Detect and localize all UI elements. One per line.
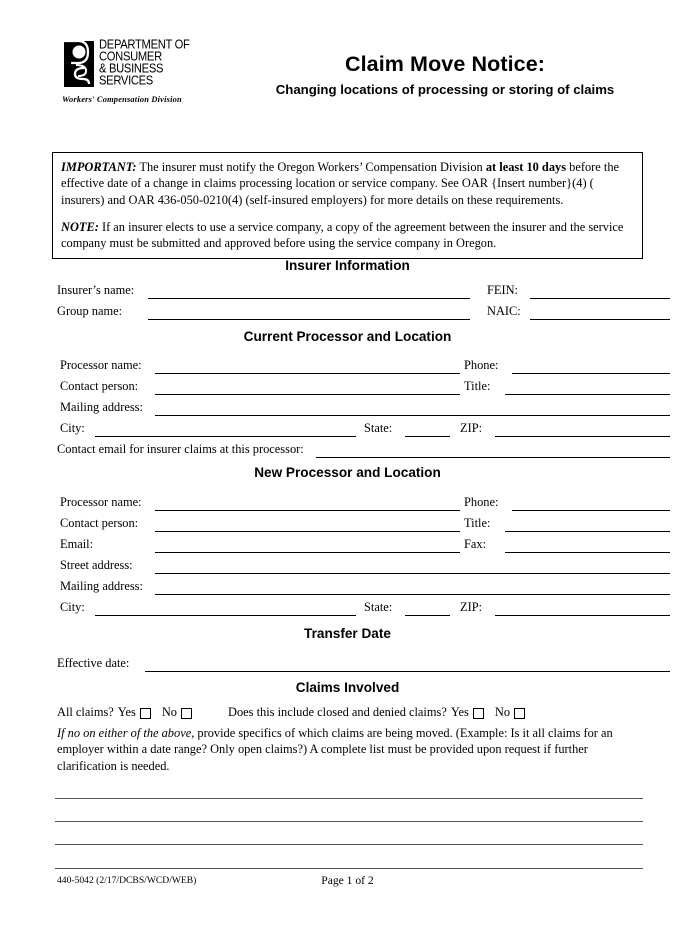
input-new-email[interactable] <box>155 552 460 553</box>
notice-box <box>52 152 643 259</box>
input-new-contact-person[interactable] <box>155 531 460 532</box>
section-heading-transfer-date: Transfer Date <box>304 626 391 641</box>
label-group-name: Group name: <box>57 304 123 318</box>
footer-page-indicator: Page 1 of 2 <box>321 874 374 887</box>
label-new-mailing-address: Mailing address: <box>60 579 143 593</box>
important-label: IMPORTANT: <box>61 160 137 174</box>
label-new-city: City: <box>60 600 85 614</box>
input-current-phone[interactable] <box>512 373 670 374</box>
input-new-city[interactable] <box>95 615 356 616</box>
checkbox-all-claims-no[interactable] <box>181 708 192 719</box>
input-fein[interactable] <box>530 298 670 299</box>
row-current-mailing-address <box>0 398 695 417</box>
important-paragraph <box>61 159 634 208</box>
input-new-title[interactable] <box>505 531 670 532</box>
label-new-email: Email: <box>60 537 94 551</box>
page-header <box>0 30 695 112</box>
section-heading-current-processor: Current Processor and Location <box>243 329 452 344</box>
section-heading-claims-involved: Claims Involved <box>295 680 400 695</box>
write-in-line-3[interactable] <box>55 844 643 845</box>
checkbox-closed-denied-no[interactable] <box>514 708 525 719</box>
label-fein: FEIN: <box>487 283 518 297</box>
label-insurer-name: Insurer’s name: <box>57 283 135 297</box>
write-in-line-2[interactable] <box>55 821 643 822</box>
write-in-line-1[interactable] <box>55 798 643 799</box>
note-text: If an insurer elects to use a service company, a copy of the agreement between the insurer and the service company must be submitted and approved before using the service company in Oregon. <box>61 219 624 250</box>
logo-subtitle: Workers' Compensation Division <box>62 95 182 104</box>
input-new-processor-name[interactable] <box>155 510 460 511</box>
question-closed-denied-claims <box>228 705 525 720</box>
label-all-claims-no: No <box>161 705 177 719</box>
row-insurer-name <box>0 281 695 300</box>
input-current-state[interactable] <box>405 436 450 437</box>
dcbs-monogram-icon <box>62 38 96 90</box>
input-insurer-name[interactable] <box>148 298 470 299</box>
row-new-street-address <box>0 556 695 575</box>
note-label: NOTE: <box>61 219 99 234</box>
claims-instruction-paragraph <box>57 725 643 774</box>
row-current-city-state-zip <box>0 419 695 438</box>
input-current-mailing-address[interactable] <box>155 415 670 416</box>
label-current-processor-name: Processor name: <box>60 358 142 372</box>
label-closed-denied-claims: Does this include closed and denied claims? <box>228 705 447 719</box>
form-page <box>0 30 695 930</box>
page-title: Claim Move Notice: <box>344 52 546 76</box>
label-new-contact-person: Contact person: <box>60 516 139 530</box>
input-current-zip[interactable] <box>495 436 670 437</box>
important-text-1: The insurer must notify the Oregon Workers’ Compensation Division <box>136 160 486 174</box>
footer-form-number: 440-5042 (2/17/DCBS/WCD/WEB) <box>57 875 197 886</box>
label-closed-denied-yes: Yes <box>450 705 469 719</box>
note-paragraph <box>61 219 634 252</box>
label-current-city: City: <box>60 421 85 435</box>
claims-instruction-rest: , provide specifics of which claims are being moved. (Example: Is it all claims for an employer within a date range? Only open claims?) A complete list must be provided upon request if further clarification is needed. <box>57 726 613 773</box>
row-new-city-state-zip <box>0 598 695 617</box>
label-effective-date: Effective date: <box>57 656 130 670</box>
input-new-mailing-address[interactable] <box>155 594 670 595</box>
logo-line-3: & BUSINESS <box>99 61 164 76</box>
label-current-phone: Phone: <box>464 358 499 372</box>
input-new-zip[interactable] <box>495 615 670 616</box>
label-current-zip: ZIP: <box>460 421 483 435</box>
label-new-title: Title: <box>464 516 491 530</box>
claims-involved-checkbox-row <box>0 702 695 720</box>
label-new-phone: Phone: <box>464 495 499 509</box>
title-block <box>215 52 675 97</box>
claims-instruction-italic: If no on either of the above <box>57 726 192 740</box>
input-current-city[interactable] <box>95 436 356 437</box>
input-new-state[interactable] <box>405 615 450 616</box>
row-group-name <box>0 302 695 321</box>
label-current-contact-email: Contact email for insurer claims at this processor: <box>57 442 304 456</box>
label-current-contact-person: Contact person: <box>60 379 139 393</box>
important-bold-phrase: at least 10 days <box>485 160 567 174</box>
checkbox-closed-denied-yes[interactable] <box>473 708 484 719</box>
label-new-processor-name: Processor name: <box>60 495 142 509</box>
label-all-claims: All claims? <box>57 705 114 719</box>
label-new-state: State: <box>364 600 393 614</box>
label-current-mailing-address: Mailing address: <box>60 400 143 414</box>
section-heading-new-processor: New Processor and Location <box>254 465 441 480</box>
row-current-contact-person <box>0 377 695 396</box>
label-closed-denied-no: No <box>494 705 511 719</box>
checkbox-all-claims-yes[interactable] <box>140 708 151 719</box>
row-effective-date <box>0 654 695 673</box>
input-current-contact-person[interactable] <box>155 394 460 395</box>
logo-line-2: CONSUMER <box>99 49 162 64</box>
section-heading-insurer-information: Insurer Information <box>285 258 410 273</box>
row-current-processor-name <box>0 356 695 375</box>
row-current-contact-email <box>0 440 695 459</box>
input-naic[interactable] <box>530 319 670 320</box>
input-new-phone[interactable] <box>512 510 670 511</box>
input-new-fax[interactable] <box>505 552 670 553</box>
row-new-contact-person <box>0 514 695 533</box>
footer-divider <box>55 868 643 869</box>
row-new-mailing-address <box>0 577 695 596</box>
input-group-name[interactable] <box>148 319 470 320</box>
label-new-street-address: Street address: <box>60 558 133 572</box>
important-text-2: before the effective date of a change in claims processing location or service company. See OAR {Insert number}(4) ( insurers) and OAR 436-050-0210(4) (self-insured employers) for more details on these requirements. <box>61 160 620 207</box>
label-new-zip: ZIP: <box>460 600 483 614</box>
page-subtitle: Changing locations of processing or storing of claims <box>275 81 615 97</box>
label-current-title: Title: <box>464 379 491 393</box>
row-new-processor-name <box>0 493 695 512</box>
label-current-state: State: <box>364 421 393 435</box>
logo-line-4: SERVICES <box>99 73 153 88</box>
input-effective-date[interactable] <box>145 671 670 672</box>
label-naic: NAIC: <box>487 304 521 318</box>
input-new-street-address[interactable] <box>155 573 670 574</box>
question-all-claims <box>57 705 192 720</box>
label-new-fax: Fax: <box>464 537 487 551</box>
input-current-contact-email[interactable] <box>316 457 670 458</box>
input-current-processor-name[interactable] <box>155 373 460 374</box>
row-new-email <box>0 535 695 554</box>
logo-line-1: DEPARTMENT OF <box>99 37 190 52</box>
label-all-claims-yes: Yes <box>117 705 136 719</box>
agency-logo <box>62 38 212 104</box>
input-current-title[interactable] <box>505 394 670 395</box>
